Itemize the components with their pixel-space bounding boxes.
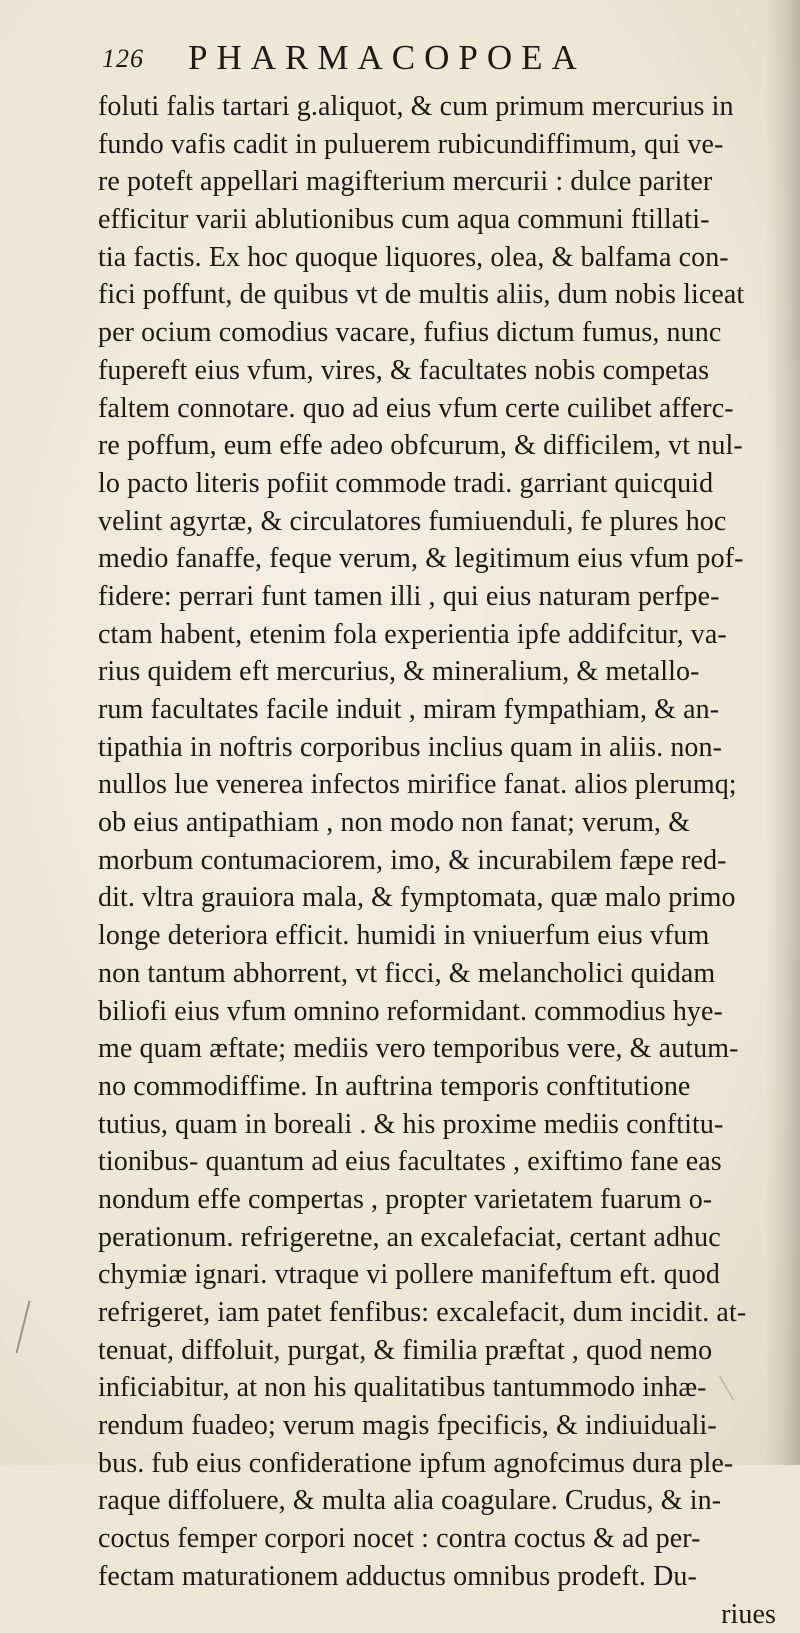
page-header <box>102 36 742 86</box>
text-line: fectam maturationem adductus omnibus prodeft. Du- <box>98 1558 788 1596</box>
text-line: biliofi eius vfum omnino reformidant. commodius hye- <box>98 993 788 1031</box>
text-line: velint agyrtæ, & circulatores fumiuenduli, fe plures hoc <box>98 503 788 541</box>
text-line: re poffum, eum effe adeo obfcurum, & difficilem, vt nul- <box>98 427 788 465</box>
text-line: fidere: perrari funt tamen illi , qui eius naturam perfpe- <box>98 578 788 616</box>
text-line: lo pacto literis pofiit commode tradi. garriant quicquid <box>98 465 788 503</box>
text-line: no commodiffime. In auftrina temporis conftitutione <box>98 1068 788 1106</box>
text-line: coctus femper corpori nocet : contra coctus & ad per- <box>98 1520 788 1558</box>
text-line: inficiabitur, at non his qualitatibus tantummodo inhæ- <box>98 1369 788 1407</box>
text-line: me quam æftate; mediis vero temporibus vere, & autum- <box>98 1030 788 1068</box>
text-line: nondum effe compertas , propter varietatem fuarum o- <box>98 1181 788 1219</box>
text-line: chymiæ ignari. vtraque vi pollere manifeftum eft. quod <box>98 1256 788 1294</box>
text-line: faltem connotare. quo ad eius vfum certe cuilibet afferc- <box>98 390 788 428</box>
text-line: bus. fub eius confideratione ipfum agnofcimus dura ple- <box>98 1445 788 1483</box>
text-line: foluti falis tartari g.aliquot, & cum primum mercurius in <box>98 88 788 126</box>
text-line: efficitur varii ablutionibus cum aqua communi ftillati- <box>98 201 788 239</box>
text-line: ob eius antipathiam , non modo non fanat; verum, & <box>98 804 788 842</box>
text-line: perationum. refrigeretne, an excalefaciat, certant adhuc <box>98 1219 788 1257</box>
page-number: 126 <box>102 44 144 74</box>
text-line: re poteft appellari magifterium mercurii : dulce pariter <box>98 163 788 201</box>
body-text <box>98 88 788 1633</box>
text-line: morbum contumaciorem, imo, & incurabilem fæpe red- <box>98 842 788 880</box>
running-title: PHARMACOPOEA <box>188 38 586 78</box>
text-line: fupereft eius vfum, vires, & facultates nobis competas <box>98 352 788 390</box>
text-line: rius quidem eft mercurius, & mineralium, & metallo- <box>98 653 788 691</box>
pencil-mark <box>15 1301 30 1354</box>
text-line: per ocium comodius vacare, fufius dictum fumus, nunc <box>98 314 788 352</box>
text-line: tutius, quam in boreali . & his proxime mediis conftitu- <box>98 1106 788 1144</box>
text-line: tia factis. Ex hoc quoque liquores, olea, & balfama con- <box>98 239 788 277</box>
catchword: riues <box>98 1596 788 1633</box>
text-line: refrigeret, iam patet fenfibus: excalefacit, dum incidit. at- <box>98 1294 788 1332</box>
text-line: tionibus- quantum ad eius facultates , exiftimo fane eas <box>98 1143 788 1181</box>
text-line: fici poffunt, de quibus vt de multis aliis, dum nobis liceat <box>98 276 788 314</box>
text-line: rendum fuadeo; verum magis fpecificis, & indiuiduali- <box>98 1407 788 1445</box>
text-line: longe deteriora efficit. humidi in vniuerfum eius vfum <box>98 917 788 955</box>
text-line: non tantum abhorrent, vt ficci, & melancholici quidam <box>98 955 788 993</box>
text-line: nullos lue venerea infectos mirifice fanat. alios plerumq; <box>98 766 788 804</box>
text-line: tipathia in noftris corporibus inclius quam in aliis. non- <box>98 729 788 767</box>
text-line: fundo vafis cadit in puluerem rubicundiffimum, qui ve- <box>98 126 788 164</box>
text-line: medio fanaffe, feque verum, & legitimum eius vfum pof- <box>98 540 788 578</box>
text-line: rum facultates facile induit , miram fympathiam, & an- <box>98 691 788 729</box>
text-line: tenuat, diffoluit, purgat, & fimilia præftat , quod nemo <box>98 1332 788 1370</box>
text-line: raque diffoluere, & multa alia coagulare. Crudus, & in- <box>98 1482 788 1520</box>
text-line: ctam habent, etenim fola experientia ipfe addifcitur, va- <box>98 616 788 654</box>
text-line: dit. vltra grauiora mala, & fymptomata, quæ malo primo <box>98 879 788 917</box>
